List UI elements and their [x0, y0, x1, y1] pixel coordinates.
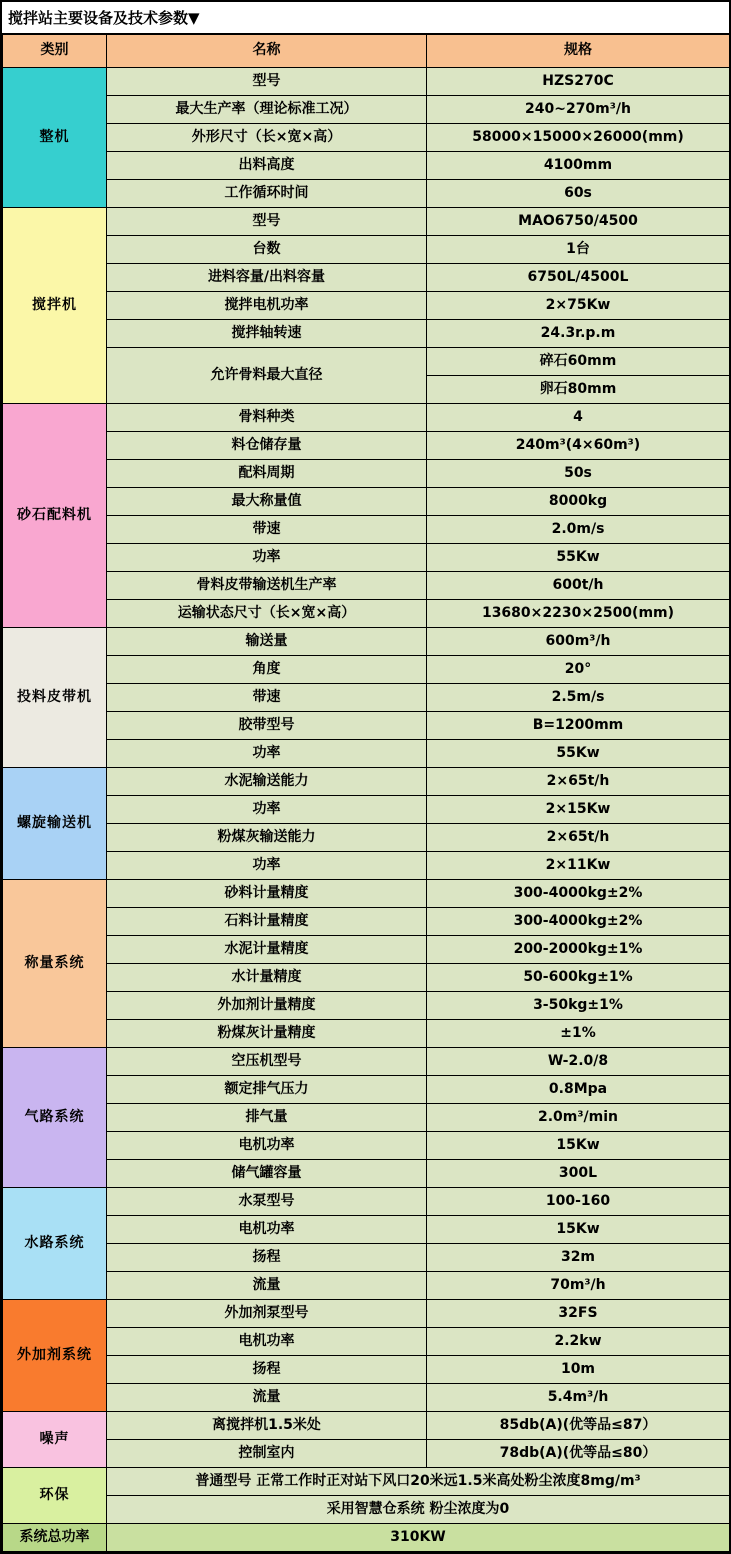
param-name-cell: 水泥计量精度 [107, 936, 427, 964]
table-row [3, 544, 730, 572]
table-row [3, 1300, 730, 1328]
table-row [3, 880, 730, 908]
table-row [3, 796, 730, 824]
category-cell: 搅拌机 [3, 208, 107, 404]
param-name-cell: 流量 [107, 1384, 427, 1412]
category-cell: 外加剂系统 [3, 1300, 107, 1412]
param-value-cell: HZS270C [427, 68, 730, 96]
param-name-cell: 骨料皮带输送机生产率 [107, 572, 427, 600]
param-value-cell: 2×65t/h [427, 824, 730, 852]
category-cell: 砂石配料机 [3, 404, 107, 628]
table-row [3, 1104, 730, 1132]
param-value-cell: 300L [427, 1160, 730, 1188]
param-value-cell: 5.4m³/h [427, 1384, 730, 1412]
param-name-cell: 粉煤灰计量精度 [107, 1020, 427, 1048]
table-row [3, 572, 730, 600]
param-value-cell: 碎石60mm [427, 348, 730, 376]
param-name-cell: 带速 [107, 684, 427, 712]
param-value-cell: 2.0m/s [427, 516, 730, 544]
param-name-cell: 工作循环时间 [107, 180, 427, 208]
param-name-cell: 角度 [107, 656, 427, 684]
param-value-cell: 0.8Mpa [427, 1076, 730, 1104]
param-name-cell: 胶带型号 [107, 712, 427, 740]
param-name-cell: 出料高度 [107, 152, 427, 180]
table-row [3, 992, 730, 1020]
category-cell: 称量系统 [3, 880, 107, 1048]
table-row [3, 1244, 730, 1272]
category-cell: 水路系统 [3, 1188, 107, 1300]
param-name-cell: 型号 [107, 68, 427, 96]
param-value-cell: 300-4000kg±2% [427, 908, 730, 936]
table-row [3, 1188, 730, 1216]
table-row [3, 152, 730, 180]
table-row [3, 824, 730, 852]
param-value-cell: 2.0m³/min [427, 1104, 730, 1132]
param-value-cell: 50s [427, 460, 730, 488]
param-name-cell: 输送量 [107, 628, 427, 656]
param-name-cell: 电机功率 [107, 1328, 427, 1356]
param-value-cell: W-2.0/8 [427, 1048, 730, 1076]
table-row [3, 768, 730, 796]
param-value-cell: 10m [427, 1356, 730, 1384]
table-row [3, 684, 730, 712]
header-name: 名称 [107, 35, 427, 68]
category-cell: 环保 [3, 1468, 107, 1524]
table-row [3, 1356, 730, 1384]
param-value-cell: 2.2kw [427, 1328, 730, 1356]
category-cell: 投料皮带机 [3, 628, 107, 768]
param-value-cell: 2.5m/s [427, 684, 730, 712]
total-power-value: 310KW [107, 1524, 730, 1552]
param-value-cell: 1台 [427, 236, 730, 264]
param-value-cell: 32FS [427, 1300, 730, 1328]
param-value-cell: 78db(A)(优等品≤80） [427, 1440, 730, 1468]
table-row [3, 320, 730, 348]
param-name-cell: 允许骨料最大直径 [107, 348, 427, 404]
param-value-cell: 4 [427, 404, 730, 432]
param-value-cell: 55Kw [427, 740, 730, 768]
param-value-cell: 70m³/h [427, 1272, 730, 1300]
param-value-cell: 55Kw [427, 544, 730, 572]
table-row [3, 1020, 730, 1048]
param-name-cell: 储气罐容量 [107, 1160, 427, 1188]
param-value-cell: 240~270m³/h [427, 96, 730, 124]
table-row [3, 348, 730, 376]
param-name-cell: 电机功率 [107, 1132, 427, 1160]
table-row [3, 1216, 730, 1244]
param-name-cell: 粉煤灰输送能力 [107, 824, 427, 852]
table-row [3, 1132, 730, 1160]
param-value-cell: 4100mm [427, 152, 730, 180]
param-value-cell: 2×75Kw [427, 292, 730, 320]
param-value-cell: 300-4000kg±2% [427, 880, 730, 908]
param-name-cell: 最大称量值 [107, 488, 427, 516]
param-name-cell: 骨料种类 [107, 404, 427, 432]
param-name-cell: 离搅拌机1.5米处 [107, 1412, 427, 1440]
param-name-cell: 控制室内 [107, 1440, 427, 1468]
table-row [3, 712, 730, 740]
param-name-cell: 配料周期 [107, 460, 427, 488]
category-cell: 整机 [3, 68, 107, 208]
note-cell: 采用智慧仓系统 粉尘浓度为0 [107, 1496, 730, 1524]
table-row [3, 488, 730, 516]
param-value-cell: 200-2000kg±1% [427, 936, 730, 964]
table-row [3, 1160, 730, 1188]
param-value-cell: 240m³(4×60m³) [427, 432, 730, 460]
table-row [3, 68, 730, 96]
category-cell: 螺旋输送机 [3, 768, 107, 880]
param-name-cell: 水计量精度 [107, 964, 427, 992]
table-header-row [3, 35, 730, 68]
param-name-cell: 功率 [107, 796, 427, 824]
param-name-cell: 功率 [107, 852, 427, 880]
param-value-cell: 58000×15000×26000(mm) [427, 124, 730, 152]
table-row [3, 1496, 730, 1524]
param-name-cell: 型号 [107, 208, 427, 236]
param-name-cell: 外形尺寸（长×宽×高） [107, 124, 427, 152]
table-row [3, 264, 730, 292]
table-row [3, 852, 730, 880]
table-row [3, 124, 730, 152]
table-row [3, 516, 730, 544]
param-value-cell: 24.3r.p.m [427, 320, 730, 348]
param-value-cell: 3-50kg±1% [427, 992, 730, 1020]
param-value-cell: 600m³/h [427, 628, 730, 656]
table-row [3, 1048, 730, 1076]
category-cell: 气路系统 [3, 1048, 107, 1188]
table-row [3, 292, 730, 320]
table-row [3, 1440, 730, 1468]
total-power-label: 系统总功率 [3, 1524, 107, 1552]
param-value-cell: 15Kw [427, 1216, 730, 1244]
param-value-cell: ±1% [427, 1020, 730, 1048]
param-name-cell: 料仓储存量 [107, 432, 427, 460]
param-name-cell: 水泵型号 [107, 1188, 427, 1216]
param-name-cell: 台数 [107, 236, 427, 264]
table-row [3, 1468, 730, 1496]
table-row [3, 96, 730, 124]
table-row [3, 600, 730, 628]
param-value-cell: 2×15Kw [427, 796, 730, 824]
param-name-cell: 搅拌电机功率 [107, 292, 427, 320]
param-name-cell: 进料容量/出料容量 [107, 264, 427, 292]
param-value-cell: 50-600kg±1% [427, 964, 730, 992]
param-value-cell: 13680×2230×2500(mm) [427, 600, 730, 628]
category-cell: 噪声 [3, 1412, 107, 1468]
table-row [3, 432, 730, 460]
spec-table [2, 34, 730, 1552]
total-power-row [3, 1524, 730, 1552]
param-name-cell: 砂料计量精度 [107, 880, 427, 908]
table-row [3, 964, 730, 992]
param-name-cell: 外加剂泵型号 [107, 1300, 427, 1328]
param-value-cell: B=1200mm [427, 712, 730, 740]
param-value-cell: 100-160 [427, 1188, 730, 1216]
param-name-cell: 外加剂计量精度 [107, 992, 427, 1020]
param-value-cell: 85db(A)(优等品≤87） [427, 1412, 730, 1440]
table-row [3, 1328, 730, 1356]
note-cell: 普通型号 正常工作时正对站下风口20米远1.5米高处粉尘浓度8mg/m³ [107, 1468, 730, 1496]
param-value-cell: 2×11Kw [427, 852, 730, 880]
table-row [3, 740, 730, 768]
param-value-cell: 8000kg [427, 488, 730, 516]
param-value-cell: MAO6750/4500 [427, 208, 730, 236]
param-name-cell: 带速 [107, 516, 427, 544]
page-title: 搅拌站主要设备及技术参数▼ [2, 2, 729, 34]
table-row [3, 628, 730, 656]
param-name-cell: 功率 [107, 544, 427, 572]
param-name-cell: 电机功率 [107, 1216, 427, 1244]
param-name-cell: 水泥输送能力 [107, 768, 427, 796]
param-name-cell: 扬程 [107, 1244, 427, 1272]
param-value-cell: 6750L/4500L [427, 264, 730, 292]
param-name-cell: 空压机型号 [107, 1048, 427, 1076]
table-row [3, 460, 730, 488]
param-name-cell: 额定排气压力 [107, 1076, 427, 1104]
header-category: 类别 [3, 35, 107, 68]
param-value-cell: 2×65t/h [427, 768, 730, 796]
param-name-cell: 运输状态尺寸（长×宽×高） [107, 600, 427, 628]
param-name-cell: 石料计量精度 [107, 908, 427, 936]
param-name-cell: 流量 [107, 1272, 427, 1300]
param-name-cell: 扬程 [107, 1356, 427, 1384]
table-row [3, 936, 730, 964]
table-row [3, 908, 730, 936]
table-row [3, 1076, 730, 1104]
table-row [3, 404, 730, 432]
table-row [3, 1412, 730, 1440]
param-value-cell: 卵石80mm [427, 376, 730, 404]
param-name-cell: 功率 [107, 740, 427, 768]
param-name-cell: 最大生产率（理论标准工况） [107, 96, 427, 124]
table-row [3, 1384, 730, 1412]
param-name-cell: 搅拌轴转速 [107, 320, 427, 348]
param-value-cell: 15Kw [427, 1132, 730, 1160]
param-value-cell: 20° [427, 656, 730, 684]
param-value-cell: 32m [427, 1244, 730, 1272]
table-row [3, 656, 730, 684]
header-spec: 规格 [427, 35, 730, 68]
param-value-cell: 60s [427, 180, 730, 208]
param-value-cell: 600t/h [427, 572, 730, 600]
param-name-cell: 排气量 [107, 1104, 427, 1132]
table-row [3, 208, 730, 236]
table-row [3, 180, 730, 208]
table-row [3, 236, 730, 264]
table-row [3, 1272, 730, 1300]
